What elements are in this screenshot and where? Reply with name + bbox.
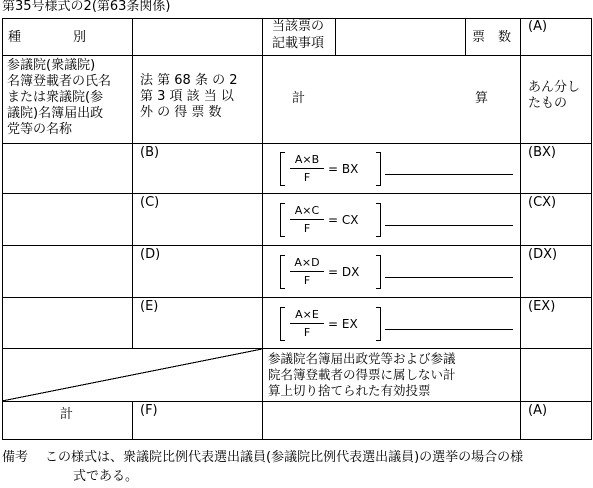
note-line: 算上切り捨てられた有効投票: [268, 383, 431, 398]
fraction: [290, 308, 324, 340]
numerator: A×B: [294, 153, 320, 166]
row-result-code: (CX): [528, 195, 557, 210]
footnote-line2: 式である。: [73, 469, 139, 484]
col4-line: あん分し: [528, 80, 581, 95]
formula: [280, 150, 515, 190]
col4-line: たもの: [528, 96, 568, 111]
fraction-bar: [290, 168, 324, 169]
fraction-bar: [290, 219, 324, 220]
equals-result: = BX: [328, 162, 359, 176]
row-code: (C): [140, 195, 160, 210]
answer-line: [385, 174, 513, 175]
col2-line: 法 第 68 条 の 2: [140, 73, 238, 88]
numerator: A×C: [294, 204, 320, 217]
row-code: (E): [140, 299, 159, 314]
numerator: A×D: [294, 256, 320, 269]
fraction: [290, 153, 324, 185]
right-bracket: [376, 203, 381, 237]
total-code: (F): [140, 403, 158, 418]
col1-line: 党等の名称: [7, 122, 73, 137]
denominator: F: [303, 326, 311, 339]
col1-heading: [7, 58, 111, 138]
votes-header: 票 数: [472, 30, 512, 45]
answer-line: [385, 329, 513, 330]
footnote-line1: この様式は、衆議院比例代表選出議員(参議院比例代表選出議員)の選挙の場合の様: [45, 450, 524, 465]
answer-line: [385, 225, 513, 226]
col1-line: 名簿登載者の氏名: [7, 74, 112, 89]
denominator: F: [303, 274, 311, 287]
kind-header: 種 別: [8, 30, 87, 45]
col1-line: 議院)名簿届出政: [7, 106, 104, 121]
denominator: F: [303, 222, 311, 235]
note-line: 参議院名簿届出政党等および参議: [268, 351, 456, 366]
row-code: (B): [140, 145, 160, 160]
col1-line: 参議院(衆議院): [7, 58, 96, 73]
row-result-code: (DX): [528, 247, 558, 262]
right-bracket: [376, 307, 381, 341]
fraction-bar: [290, 323, 324, 324]
equals-result: = DX: [328, 265, 360, 279]
row-result-code: (BX): [528, 145, 556, 160]
left-bracket: [280, 203, 285, 237]
col2-line: 第 3 項 該 当 以: [140, 89, 234, 104]
left-bracket: [280, 152, 285, 186]
total-result-code: (A): [528, 403, 548, 418]
total-code-header: (A): [528, 19, 548, 34]
total-label: 計: [60, 407, 74, 422]
this-ticket-header-line2: 記載事項: [272, 36, 325, 51]
col1-line: または衆議院(参: [7, 90, 104, 105]
col2-heading: [140, 73, 237, 121]
formula: [280, 253, 515, 293]
col2-line: 外 の 得 票 数: [140, 105, 222, 120]
fraction-bar: [290, 271, 324, 272]
right-bracket: [376, 255, 381, 289]
right-bracket: [376, 152, 381, 186]
form-title: 第35号様式の2(第63条関係): [2, 0, 171, 14]
fraction: [290, 204, 324, 236]
col4-heading: [528, 80, 580, 112]
calc-heading-right: 算: [475, 91, 489, 106]
numerator: A×E: [295, 308, 319, 321]
fraction: [290, 256, 324, 288]
row-result-code: (EX): [528, 299, 556, 314]
note-line: 院名簿登載者の得票に属しない計: [268, 367, 456, 382]
denominator: F: [303, 171, 311, 184]
equals-result: = CX: [328, 213, 359, 227]
formula: [280, 201, 515, 241]
row-code: (D): [140, 247, 161, 262]
footnote-label: 備考: [2, 450, 29, 465]
answer-line: [385, 277, 513, 278]
calc-heading-left: 計: [292, 91, 306, 106]
left-bracket: [280, 255, 285, 289]
formula: [280, 305, 515, 345]
this-ticket-header-line1: 当該票の: [272, 19, 325, 34]
left-bracket: [280, 307, 285, 341]
equals-result: = EX: [328, 317, 358, 331]
truncated-votes-note: [268, 351, 456, 399]
